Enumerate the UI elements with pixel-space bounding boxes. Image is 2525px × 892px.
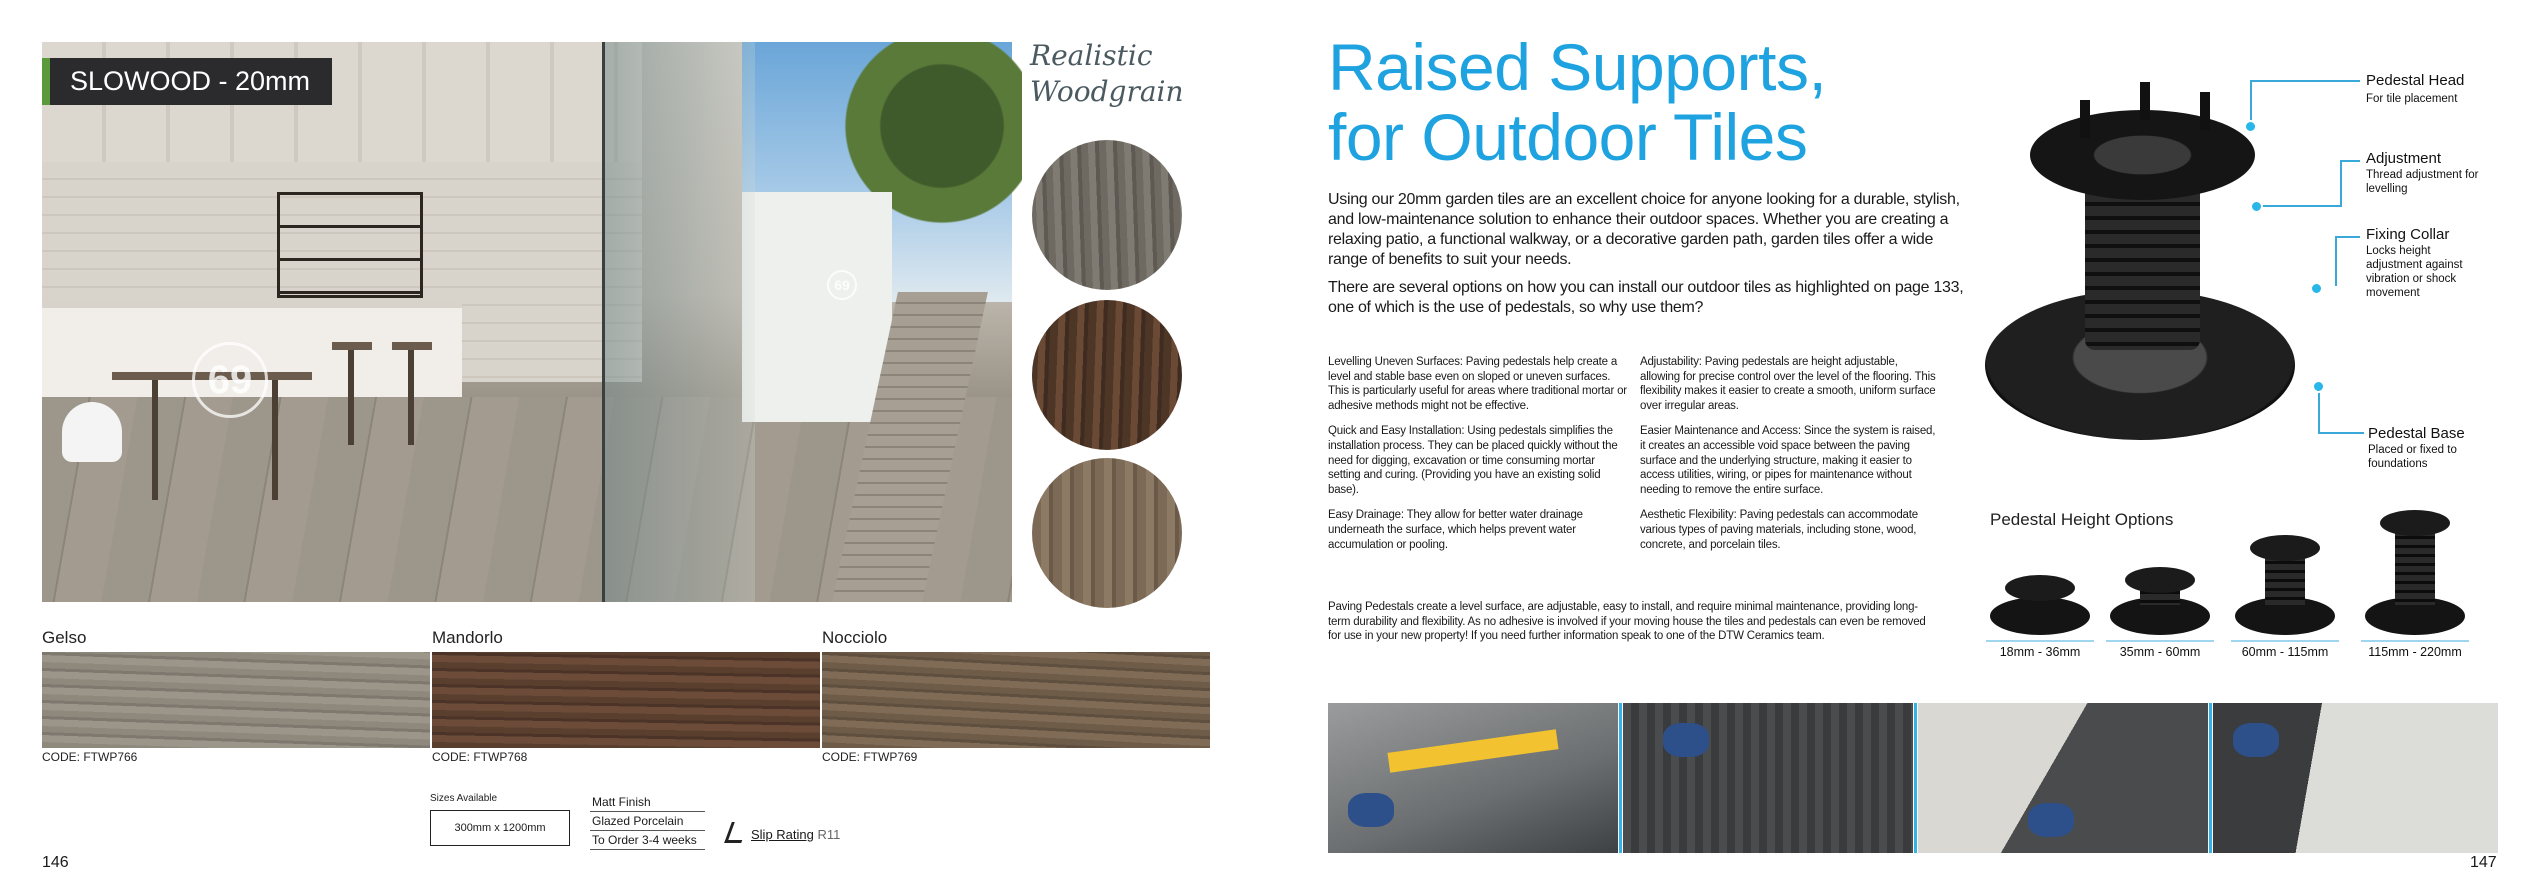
finish-item: Matt Finish (590, 793, 705, 812)
spirit-level (1387, 729, 1558, 772)
callout-title: Fixing Collar (2366, 226, 2450, 243)
slip-rating-icon (724, 822, 749, 843)
mini-pedestal-top (2380, 510, 2450, 536)
tile-code-gelso: CODE: FTWP766 (42, 750, 138, 764)
benefit-paragraph: Adjustability: Paving pedestals are height adjustable, allowing for precise control over the level of the flooring. This flexibility makes it easier to create a smooth, uniform surface over irregular areas. (1640, 356, 1936, 412)
benefit-paragraph: Easier Maintenance and Access: Since the system is raised, it creates an accessible void space between the paving surface and the underlying structure, making it easier to access utilities, wiring, or pipes for maintenance without needing to remove the entire surface. (1640, 425, 1936, 496)
callout-line (2258, 205, 2342, 207)
callout-line (2335, 236, 2337, 286)
height-option-label: 18mm - 36mm (1999, 645, 2081, 659)
tile-name-nocciolo: Nocciolo (822, 628, 888, 647)
headline-line: Raised Supports, (1328, 30, 1827, 104)
sizes-value: 300mm x 1200mm (430, 810, 570, 846)
pedestal-option-3 (2235, 525, 2335, 635)
woodgrain-swatch-gelso (1032, 140, 1182, 290)
photo-divider (1914, 703, 1917, 853)
texture-heading-line: Woodgrain (1030, 75, 1184, 108)
callout-line (2250, 80, 2360, 82)
slip-rating (728, 822, 840, 843)
slip-rating-value: R11 (817, 827, 841, 842)
tile-name-mandorlo: Mandorlo (432, 628, 503, 647)
pedestal-spacer (2080, 100, 2090, 138)
pedestal-head-shape (2030, 110, 2255, 200)
hero-stool-leg (348, 350, 354, 445)
hero-table-leg (272, 380, 278, 500)
pedestal-diagram (1985, 70, 2315, 480)
height-option-label: 60mm - 115mm (2241, 645, 2329, 659)
hero-shelf (277, 192, 423, 298)
intro-paragraph: There are several options on how you can install our outdoor tiles as highlighted on page 133, one of which is the use of pedestals, so why use them? (1328, 279, 1964, 316)
page-headline (1328, 32, 1988, 172)
hero-chair (62, 402, 122, 462)
gloved-hand (2028, 803, 2074, 837)
callout-line (2318, 388, 2320, 432)
tile-code-mandorlo: CODE: FTWP768 (432, 750, 528, 764)
photo-divider (1619, 703, 1622, 853)
hero-glass-door (602, 42, 755, 602)
callout-title: Pedestal Base (2368, 425, 2465, 442)
product-title-badge: SLOWOOD - 20mm (42, 58, 332, 105)
intro-text (1328, 190, 1968, 326)
woodgrain-swatch-nocciolo (1032, 458, 1182, 608)
installation-photo-strip (1328, 703, 2498, 853)
hero-stool (332, 342, 372, 350)
callout-title: Pedestal Head (2366, 72, 2465, 89)
texture-heading (1030, 38, 1184, 110)
slip-rating-label: Slip Rating (751, 827, 814, 842)
callout-line (2340, 160, 2360, 162)
mini-pedestal-body (2265, 555, 2305, 605)
installation-photo-levelling (1328, 703, 1618, 853)
callout-title: Adjustment (2366, 150, 2442, 167)
mini-pedestal-top (2125, 567, 2195, 593)
texture-heading-line: Realistic (1030, 39, 1153, 72)
height-option-rule (2106, 640, 2214, 642)
height-option-rule (2231, 640, 2339, 642)
height-option-label: 35mm - 60mm (2119, 645, 2201, 659)
callout-line (2335, 236, 2360, 238)
photo-divider (2209, 703, 2212, 853)
finish-item: To Order 3-4 weeks (590, 831, 705, 850)
woodgrain-swatch-mandorlo (1032, 300, 1182, 450)
callout-text: Placed or fixed to foundations (2368, 444, 2457, 470)
pedestal-spacer (2200, 92, 2210, 130)
installation-photo-finished-tile (2213, 703, 2498, 853)
hero-stool-leg (408, 350, 414, 445)
tile-sample-nocciolo (822, 652, 1210, 748)
closing-paragraph: Paving Pedestals create a level surface, are adjustable, easy to install, and require minimal maintenance, providing long-term durability and flexibility. As no adhesive is involved if your moving house the tiles and pedestals can even be removed for use in your new property! If you need further information speak to one of the DTW Ceramics team. (1328, 601, 1926, 643)
mini-pedestal-base (1990, 597, 2090, 635)
finish-list (590, 793, 705, 850)
pedestal-option-1 (1990, 535, 2090, 635)
benefit-paragraph: Aesthetic Flexibility: Paving pedestals can accommodate various types of paving materials, including stone, wood, concrete, and porcelain tiles. (1640, 509, 1918, 551)
page-number-left: 146 (42, 854, 69, 871)
benefit-paragraph: Quick and Easy Installation: Using pedestals simplifies the installation process. They can be placed quickly without the need for digging, excavation or time consuming mortar setting and curing. (Providing you have an existing solid base). (1328, 425, 1618, 496)
hero-caption: Featured: Gelso 300mm x 1200mm (96, 620, 248, 631)
callout-text: Locks height adjustment against vibration or shock movement (2366, 245, 2463, 299)
hero-table-leg (152, 380, 158, 500)
mini-pedestal-top (2005, 575, 2075, 601)
pedestal-spacer (2140, 82, 2150, 120)
tile-name-gelso: Gelso (42, 628, 87, 647)
height-option-rule (1986, 640, 2094, 642)
gloved-hand (1348, 793, 1394, 827)
height-option-rule (2361, 640, 2469, 642)
benefit-paragraph: Easy Drainage: They allow for better water drainage underneath the surface, which helps prevent water accumulation or pooling. (1328, 509, 1583, 551)
mini-pedestal-top (2250, 535, 2320, 561)
hero-stool (392, 342, 432, 350)
height-option-label: 115mm - 220mm (2368, 645, 2462, 659)
height-options-title: Pedestal Height Options (1990, 510, 2174, 529)
sizes-label: Sizes Available (430, 793, 498, 804)
pedestal-option-4 (2365, 505, 2465, 635)
callout-dot (2312, 380, 2325, 393)
hero-building (742, 192, 892, 422)
benefit-paragraph: Levelling Uneven Surfaces: Paving pedestals help create a level and stable base even on sloped or uneven surfaces. This is particularly useful for areas where traditional mortar or adhesive methods might not be effective. (1328, 356, 1627, 412)
callout-line (2340, 160, 2342, 205)
brand-logo-mark: 69 (192, 342, 268, 418)
page-number-right: 147 (2470, 854, 2497, 871)
gloved-hand (1663, 723, 1709, 757)
benefits-column-left (1328, 355, 1628, 563)
intro-paragraph: Using our 20mm garden tiles are an excellent choice for anyone looking for a durable, stylish, and low-maintenance solution to enhance their outdoor spaces. Whether you are creating a relaxing patio, a functional walkway, or a decorative garden path, garden tiles offer a wide range of benefits to suit your needs. (1328, 191, 1960, 268)
benefits-column-right (1640, 355, 1940, 563)
tile-sample-gelso (42, 652, 430, 748)
installation-photo-tile-placement (1918, 703, 2208, 853)
callout-text: For tile placement (2366, 93, 2458, 105)
callout-dot (2310, 282, 2323, 295)
finish-item: Glazed Porcelain (590, 812, 705, 831)
headline-line: for Outdoor Tiles (1328, 100, 1808, 174)
hero-photo (42, 42, 1012, 631)
pedestal-option-2 (2110, 535, 2210, 635)
gloved-hand (2233, 723, 2279, 757)
tile-code-nocciolo: CODE: FTWP769 (822, 750, 918, 764)
callout-text: Thread adjustment for levelling (2366, 169, 2479, 195)
callout-dot (2250, 200, 2263, 213)
callout-line (2318, 432, 2364, 434)
callout-dot (2244, 120, 2257, 133)
tile-sample-mandorlo (432, 652, 820, 748)
brand-logo-mark-small: 69 (827, 270, 857, 300)
installation-photo-pedestal-grid (1623, 703, 1913, 853)
callout-line (2250, 80, 2252, 122)
mini-pedestal-body (2395, 530, 2435, 605)
